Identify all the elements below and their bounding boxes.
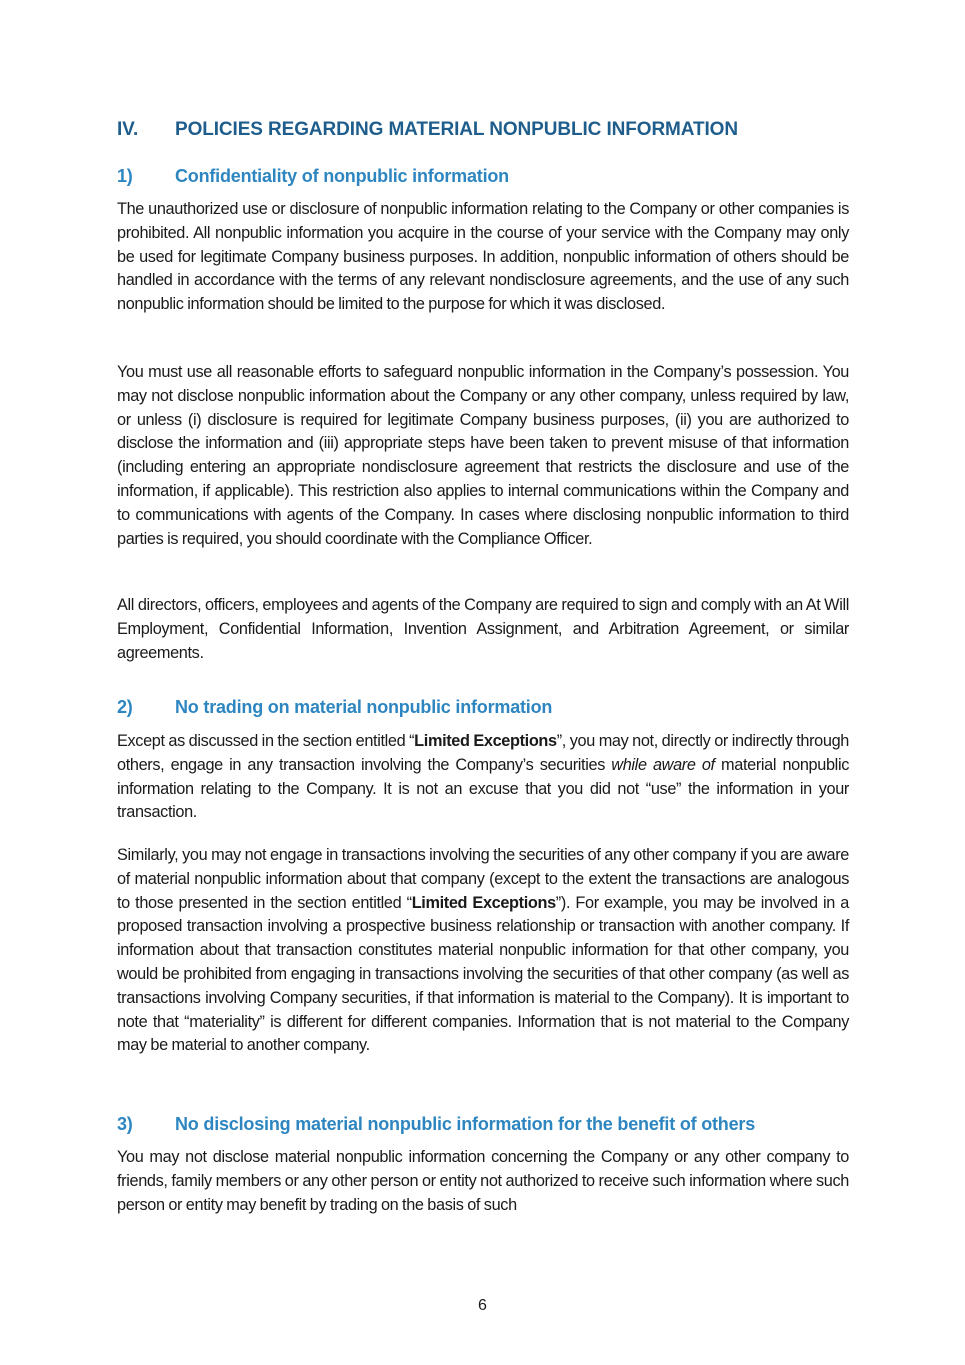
paragraph: The unauthorized use or disclosure of nonpublic information relating to the Company or other companies is prohibited. All nonpublic information you acquire in the course of your service with the Company may only be used for legitimate Company business purposes. In addition, nonpublic information of others should be handled in accordance with the terms of any relevant nondisclosure agreements, and the use of any such nonpublic information should be limited to the purpose for which it was disclosed. xyxy=(117,200,849,314)
text-run: Similarly, you may not engage in transactions involving the securities of any other company if you are aware of material nonpublic information about that company (except to the extent the transactions are analogous to those presented in the section entitled “ xyxy=(117,846,849,912)
text-run: ”). For example, you may be involved in a proposed transaction involving a prospective business relationship or transaction with another company. If information about that transaction constitutes material nonpublic information for that other company, you would be prohibited from engaging in transactions involving the securities of that other company (as well as transactions involving Company securities, if that information is material to the Company). It is important to note that “materiality” is different for different companies. Information that is not material to the Company may be material to another company. xyxy=(117,893,849,1055)
paragraph: You must use all reasonable efforts to safeguard nonpublic information in the Company’s possession. You may not disclose nonpublic information about the Company or any other company, unless required by law, or unless (i) disclosure is required for legitimate Company business purposes, (ii) you are authorized to disclose the information and (iii) appropriate steps have been taken to prevent misuse of that information (including entering an appropriate nondisclosure agreement that restricts the disclosure and use of the information, if applicable). This restriction also applies to internal communications within the Company and to communications with agents of the Company. In cases where disclosing nonpublic information to third parties is required, you should coordinate with the Compliance Officer. xyxy=(117,363,849,548)
text-run: material nonpublic information relating to the Company. It is not an excuse that you did not “use” the information in your transaction. xyxy=(117,755,850,822)
section-number: IV. xyxy=(117,119,139,140)
paragraph: You may not disclose material nonpublic information concerning the Company or any other company to friends, family members or any other person or entity not authorized to receive such information where such person or entity may benefit by trading on the basis of such xyxy=(117,1148,849,1214)
bold-reference: Limited Exceptions xyxy=(414,732,557,750)
subsection-number: 3) xyxy=(117,1114,133,1134)
paragraph: All directors, officers, employees and agents of the Company are required to sign and comply with an At Will Employment, Confidential Information, Invention Assignment, and Arbitration Agreement, or similar agreements. xyxy=(117,596,849,662)
paragraph xyxy=(117,730,849,825)
subsection-title: No trading on material nonpublic information xyxy=(175,697,553,717)
paragraph xyxy=(117,844,849,1058)
text-run: Except as discussed in the section entitled “ xyxy=(117,732,415,750)
subsection-heading-3 xyxy=(117,1114,755,1135)
section-title: POLICIES REGARDING MATERIAL NONPUBLIC INFORMATION xyxy=(175,119,738,140)
section-heading xyxy=(117,119,738,141)
page-number: 6 xyxy=(478,1297,487,1314)
subsection-heading-2 xyxy=(117,697,552,718)
subsection-title: Confidentiality of nonpublic information xyxy=(175,166,509,186)
italic-emphasis: while aware of xyxy=(611,755,715,774)
subsection-title: No disclosing material nonpublic information for the benefit of others xyxy=(175,1114,756,1134)
subsection-number: 1) xyxy=(117,166,133,186)
text-run: ”, you may not, directly or indirectly through others, engage in any transaction involving the Company’s securities xyxy=(117,732,849,774)
subsection-heading-1 xyxy=(117,166,509,187)
bold-reference: Limited Exceptions xyxy=(411,893,556,912)
subsection-number: 2) xyxy=(117,697,133,717)
